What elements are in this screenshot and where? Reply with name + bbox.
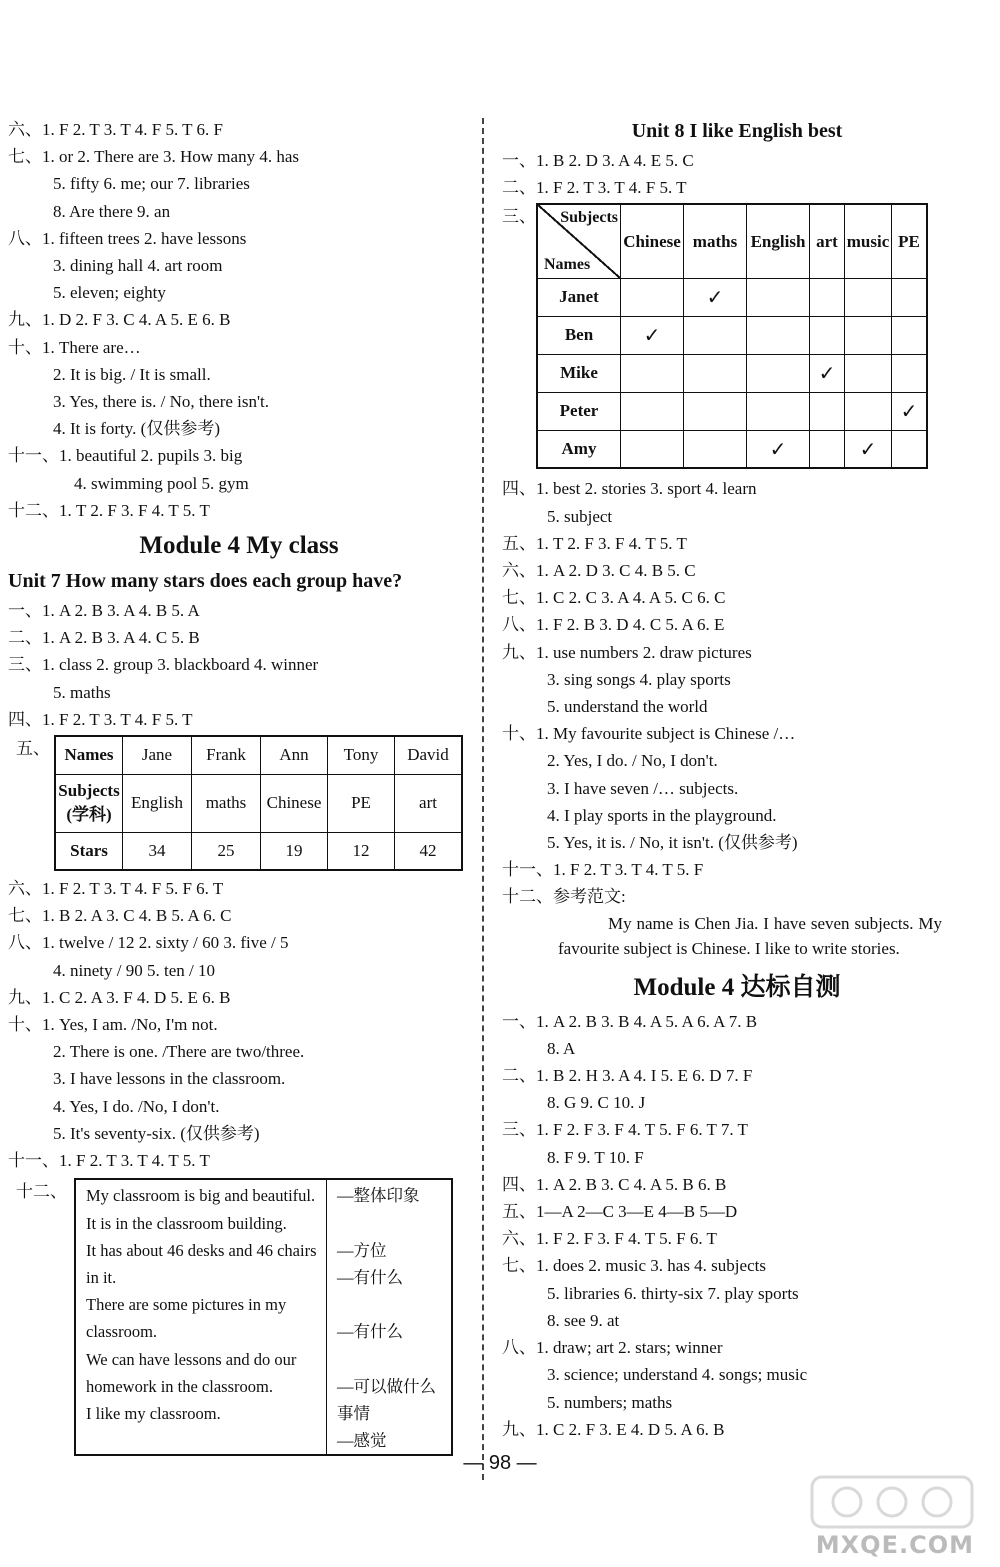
table-cell xyxy=(810,278,845,316)
answer-line: 5. understand the world xyxy=(547,697,708,717)
answer-line: 二、1. F 2. T 3. T 4. F 5. T xyxy=(502,178,687,198)
table-cell: 19 xyxy=(261,832,328,870)
answer-line: 八、1. draw; art 2. stars; winner xyxy=(502,1338,723,1358)
table-row-name: Ben xyxy=(537,316,621,354)
outline-note: —整体印象 xyxy=(337,1186,420,1206)
answer-line: 3. science; understand 4. songs; music xyxy=(547,1365,808,1385)
table-cell xyxy=(684,354,747,392)
table-cell: 25 xyxy=(192,832,261,870)
check-mark: ✓ xyxy=(810,354,845,392)
table-cell: Frank xyxy=(192,736,261,774)
section-five xyxy=(8,735,470,871)
answer-line: 七、1. does 2. music 3. has 4. subjects xyxy=(502,1256,766,1276)
right-column xyxy=(502,116,972,1443)
answer-line: 九、1. C 2. A 3. F 4. D 5. E 6. B xyxy=(8,987,231,1007)
answer-line: 5. eleven; eighty xyxy=(53,283,166,303)
table-header: PE xyxy=(892,204,928,278)
answer-line: 六、1. F 2. T 3. T 4. F 5. T 6. F xyxy=(8,120,223,139)
table-header: music xyxy=(845,204,892,278)
table-cell xyxy=(747,316,810,354)
table-corner xyxy=(537,204,621,278)
answer-line: 5. subject xyxy=(547,506,613,526)
table-cell: Jane xyxy=(123,736,192,774)
answer-line: 5. fifty 6. me; our 7. libraries xyxy=(53,174,250,194)
table-cell xyxy=(621,278,684,316)
check-mark: ✓ xyxy=(892,392,928,430)
table-header: Stars xyxy=(55,832,123,870)
table-cell xyxy=(621,392,684,430)
table-cell: English xyxy=(123,774,192,832)
table-cell xyxy=(684,430,747,468)
outline-note: —可以做什么事情 xyxy=(337,1376,436,1423)
answer-line: 十、1. My favourite subject is Chinese /… xyxy=(502,724,796,744)
table-cell: PE xyxy=(328,774,395,832)
answer-line: 3. Yes, there is. / No, there isn't. xyxy=(53,392,270,412)
answer-line: 8. see 9. at xyxy=(547,1310,620,1330)
answer-line: 5. It's seventy-six. (仅供参考) xyxy=(53,1123,260,1143)
table-cell xyxy=(845,354,892,392)
answer-line: 3. I have lessons in the classroom. xyxy=(53,1069,286,1089)
corner-subjects: Subjects xyxy=(560,209,618,227)
table-cell xyxy=(747,392,810,430)
answer-line: 4. I play sports in the playground. xyxy=(547,805,777,825)
table-row-name: Janet xyxy=(537,278,621,316)
check-mark: ✓ xyxy=(684,278,747,316)
table-header xyxy=(55,774,123,832)
module-heading: Module 4 达标自测 xyxy=(633,973,841,1001)
answer-line: 3. sing songs 4. play sports xyxy=(547,669,731,689)
answer-line: 九、1. D 2. F 3. C 4. A 5. E 6. B xyxy=(8,310,231,330)
table-header: English xyxy=(747,204,810,278)
table-row-name: Amy xyxy=(537,430,621,468)
answer-line: 十、1. There are… xyxy=(8,337,141,357)
table-cell xyxy=(810,316,845,354)
answer-line: 十一、1. beautiful 2. pupils 3. big xyxy=(8,446,243,466)
subjects-table xyxy=(536,203,928,469)
outline-note: —有什么 xyxy=(337,1267,403,1287)
watermark-text: MXQE.COM xyxy=(815,1531,974,1559)
outline-note: —方位 xyxy=(337,1240,387,1260)
answer-line: 一、1. A 2. B 3. A 4. B 5. A xyxy=(8,601,200,621)
outline-text: My classroom is big and beautiful. xyxy=(86,1186,316,1206)
table-cell: 34 xyxy=(123,832,192,870)
answer-line: 2. Yes, I do. / No, I don't. xyxy=(547,751,718,771)
answer-line: 八、1. twelve / 12 2. sixty / 60 3. five / 5 xyxy=(8,933,289,953)
answer-line: 4. It is forty. (仅供参考) xyxy=(53,419,220,439)
module-heading: Module 4 My class xyxy=(139,532,339,560)
answer-line: 七、1. C 2. C 3. A 4. A 5. C 6. C xyxy=(502,588,726,608)
answer-line: 3. dining hall 4. art room xyxy=(53,256,223,276)
left-column xyxy=(8,116,470,1456)
outline-note-column xyxy=(327,1179,453,1455)
answer-line: 七、1. or 2. There are 3. How many 4. has xyxy=(8,147,299,167)
check-mark: ✓ xyxy=(747,430,810,468)
outline-text-column xyxy=(75,1179,327,1455)
answer-line: 六、1. F 2. T 3. T 4. F 5. F 6. T xyxy=(8,879,224,899)
table-cell: art xyxy=(395,774,463,832)
answer-line: 8. F 9. T 10. F xyxy=(547,1147,644,1167)
check-mark: ✓ xyxy=(621,316,684,354)
answer-line: 2. There is one. /There are two/three. xyxy=(53,1042,305,1062)
answer-line: 4. Yes, I do. /No, I don't. xyxy=(53,1096,220,1116)
answer-line: 一、1. A 2. B 3. B 4. A 5. A 6. A 7. B xyxy=(502,1011,758,1031)
table-cell xyxy=(810,430,845,468)
answer-line: 十、1. Yes, I am. /No, I'm not. xyxy=(8,1015,218,1035)
unit-heading: Unit 8 I like English best xyxy=(631,120,843,142)
section-label: 五、 xyxy=(16,739,50,759)
table-cell xyxy=(621,354,684,392)
answer-line: 十一、1. F 2. T 3. T 4. T 5. T xyxy=(8,1151,210,1171)
outline-text: I like my classroom. xyxy=(86,1403,221,1423)
table-cell xyxy=(845,316,892,354)
answer-line: 六、1. A 2. D 3. C 4. B 5. C xyxy=(502,561,696,581)
answer-line: 二、1. B 2. H 3. A 4. I 5. E 6. D 7. F xyxy=(502,1066,753,1086)
section-twelve xyxy=(8,1178,470,1456)
answer-line: 2. It is big. / It is small. xyxy=(53,364,211,384)
answer-line: 五、1—A 2—C 3—E 4—B 5—D xyxy=(502,1202,738,1222)
table-cell xyxy=(892,430,928,468)
answer-line: 5. Yes, it is. / No, it isn't. (仅供参考) xyxy=(547,833,798,853)
section-label: 三、 xyxy=(502,207,536,227)
table-cell xyxy=(684,392,747,430)
outline-text: There are some pictures in my classroom. xyxy=(86,1295,287,1342)
answer-line: 十一、1. F 2. T 3. T 4. T 5. F xyxy=(502,860,704,880)
answer-line: 六、1. F 2. F 3. F 4. T 5. F 6. T xyxy=(502,1229,717,1249)
answer-line: 三、1. F 2. F 3. F 4. T 5. F 6. T 7. T xyxy=(502,1120,748,1140)
table-cell xyxy=(892,354,928,392)
answer-line: 十二、参考范文: xyxy=(502,887,626,907)
answer-line: 5. numbers; maths xyxy=(547,1392,673,1412)
answer-line: 5. maths xyxy=(53,682,111,702)
table-cell: 42 xyxy=(395,832,463,870)
answer-line: 四、1. F 2. T 3. T 4. F 5. T xyxy=(8,709,193,729)
answer-line: 3. I have seven /… subjects. xyxy=(547,778,739,798)
section-label: 十二、 xyxy=(16,1182,67,1202)
table-cell xyxy=(621,430,684,468)
check-mark: ✓ xyxy=(845,430,892,468)
table-header: maths xyxy=(684,204,747,278)
outline-note: —有什么 xyxy=(337,1322,403,1342)
unit-heading: Unit 7 How many stars does each group have? xyxy=(8,570,403,593)
corner-names: Names xyxy=(544,255,591,273)
answer-line: 8. A xyxy=(547,1038,576,1058)
table-cell: Tony xyxy=(328,736,395,774)
table-cell xyxy=(747,278,810,316)
table-cell xyxy=(892,278,928,316)
table-cell: David xyxy=(395,736,463,774)
answer-line: 8. G 9. C 10. J xyxy=(547,1093,646,1113)
column-divider xyxy=(482,118,484,1480)
outline-note: —感觉 xyxy=(337,1431,387,1451)
table-cell xyxy=(845,278,892,316)
subjects-label: Subjects xyxy=(58,781,120,801)
answer-line: 四、1. best 2. stories 3. sport 4. learn xyxy=(502,479,757,499)
answer-line: 三、1. class 2. group 3. blackboard 4. winner xyxy=(8,655,319,675)
table-row-name: Mike xyxy=(537,354,621,392)
section-three xyxy=(502,203,972,469)
answer-line: 七、1. B 2. A 3. C 4. B 5. A 6. C xyxy=(8,906,232,926)
table-cell: Ann xyxy=(261,736,328,774)
answer-line: 5. libraries 6. thirty-six 7. play sports xyxy=(547,1283,799,1303)
answer-line: 4. swimming pool 5. gym xyxy=(74,473,249,493)
table-row-name: Peter xyxy=(537,392,621,430)
answer-line: 二、1. A 2. B 3. A 4. C 5. B xyxy=(8,628,200,648)
answer-line: 四、1. A 2. B 3. C 4. A 5. B 6. B xyxy=(502,1174,727,1194)
answer-line: 8. Are there 9. an xyxy=(53,201,171,221)
outline-text: It is in the classroom building. xyxy=(86,1213,287,1233)
answer-line: 五、1. T 2. F 3. F 4. T 5. T xyxy=(502,533,687,553)
sample-essay xyxy=(502,911,942,962)
answer-line: 十二、1. T 2. F 3. F 4. T 5. T xyxy=(8,500,210,520)
stars-table xyxy=(54,735,463,871)
answer-line: 4. ninety / 90 5. ten / 10 xyxy=(53,960,215,980)
table-cell: Chinese xyxy=(261,774,328,832)
table-cell xyxy=(684,316,747,354)
answer-line: 八、1. F 2. B 3. D 4. C 5. A 6. E xyxy=(502,615,725,635)
table-cell xyxy=(845,392,892,430)
table-header: art xyxy=(810,204,845,278)
answer-line: 一、1. B 2. D 3. A 4. E 5. C xyxy=(502,151,694,170)
table-cell xyxy=(810,392,845,430)
page-number: — 98 — xyxy=(463,1452,537,1474)
table-header: Names xyxy=(55,736,123,774)
outline-text: We can have lessons and do our homework in the classroom. xyxy=(86,1349,297,1396)
table-cell: 12 xyxy=(328,832,395,870)
essay-text: My name is Chen Jia. I have seven subjects. My favourite subject is Chinese. I like to write stories. xyxy=(558,913,942,959)
answer-line: 九、1. use numbers 2. draw pictures xyxy=(502,642,752,662)
table-header: Chinese xyxy=(621,204,684,278)
outline-text: It has about 46 desks and 46 chairs in it. xyxy=(86,1240,317,1287)
subjects-cn-label: (学科) xyxy=(66,805,112,825)
table-cell: maths xyxy=(192,774,261,832)
answer-line: 八、1. fifteen trees 2. have lessons xyxy=(8,228,247,248)
answer-line: 九、1. C 2. F 3. E 4. D 5. A 6. B xyxy=(502,1419,725,1439)
table-cell xyxy=(892,316,928,354)
writing-outline-table xyxy=(74,1178,453,1456)
table-cell xyxy=(747,354,810,392)
